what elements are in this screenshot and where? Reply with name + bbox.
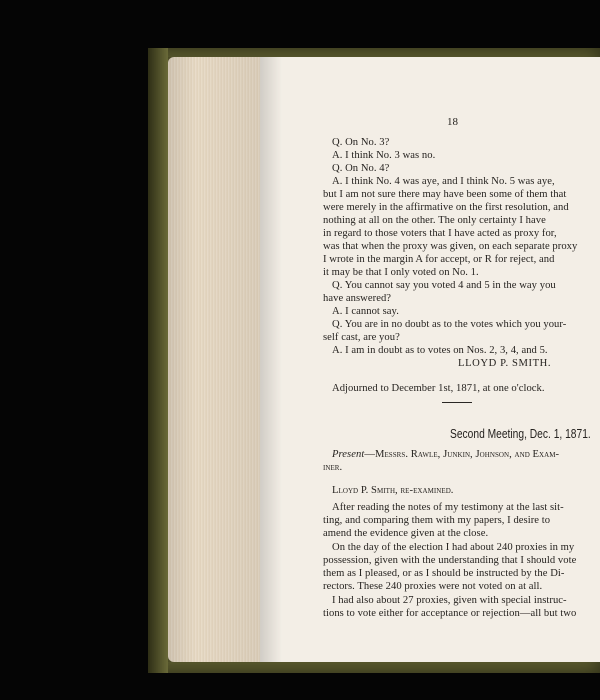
- book-page: [260, 57, 600, 662]
- text-line: A. I think No. 4 was aye, and I think No. 5 was aye,: [332, 176, 555, 187]
- text-line: in regard to those voters that I have acted as proxy for,: [323, 228, 557, 239]
- text-line: it may be that I only voted on No. 1.: [323, 267, 479, 278]
- present-label: Present: [332, 449, 365, 460]
- text-line: have answered?: [323, 293, 392, 304]
- text-line: nothing at all on the other. The only certainty I have: [323, 215, 546, 226]
- text-line: self cast, are you?: [323, 332, 400, 343]
- page-edges: [168, 57, 260, 662]
- present-continuation: iner.: [323, 462, 343, 473]
- text-line: A. I think No. 3 was no.: [332, 150, 436, 161]
- text-line: I wrote in the margin A for accept, or R for reject, and: [323, 254, 555, 265]
- text-line: tions to vote either for acceptance or rejection—all but two: [323, 608, 577, 619]
- text-line: Q. On No. 3?: [332, 137, 390, 148]
- text-line: was that when the proxy was given, on each separate proxy: [323, 241, 578, 252]
- adjourned-line: Adjourned to December 1st, 1871, at one o'clock.: [332, 383, 545, 394]
- present-names: —Messrs. Rawle, Junkin, Johnson, and Exam-: [364, 449, 560, 460]
- text-line: ting, and comparing them with my papers, I desire to: [323, 515, 551, 526]
- text-line: On the day of the election I had about 240 proxies in my: [332, 542, 575, 553]
- text-line: were merely in the affirmative on the first resolution, and: [323, 202, 569, 213]
- text-line: A. I cannot say.: [332, 306, 399, 317]
- page-number: 18: [447, 116, 458, 128]
- reexamined-line: Lloyd P. Smith, re-examined.: [332, 485, 454, 496]
- text-line: Q. You are in no doubt as to the votes which you your-: [332, 319, 567, 330]
- text-line: After reading the notes of my testimony at the last sit-: [332, 502, 564, 513]
- text-line: A. I am in doubt as to votes on Nos. 2, 3, 4, and 5.: [332, 345, 548, 356]
- text-line: rectors. These 240 proxies were not voted on at all.: [323, 581, 543, 592]
- text-line: Q. On No. 4?: [332, 163, 390, 174]
- text-line: them as I pleased, or as I should be instructed by the Di-: [323, 568, 565, 579]
- signature: LLOYD P. SMITH.: [458, 358, 552, 369]
- text-line: Q. You cannot say you voted 4 and 5 in the way you: [332, 280, 556, 291]
- text-line: amend the evidence given at the close.: [323, 528, 489, 539]
- present-line: [332, 448, 559, 461]
- text-line: but I am not sure there may have been some of them that: [323, 189, 567, 200]
- section-heading: Second Meeting, Dec. 1, 1871.: [450, 427, 591, 441]
- section-divider: [442, 402, 472, 403]
- text-line: possession, given with the understanding that I should vote: [323, 555, 577, 566]
- book-cover-edge: [148, 48, 168, 673]
- text-line: I had also about 27 proxies, given with special instruc-: [332, 595, 567, 606]
